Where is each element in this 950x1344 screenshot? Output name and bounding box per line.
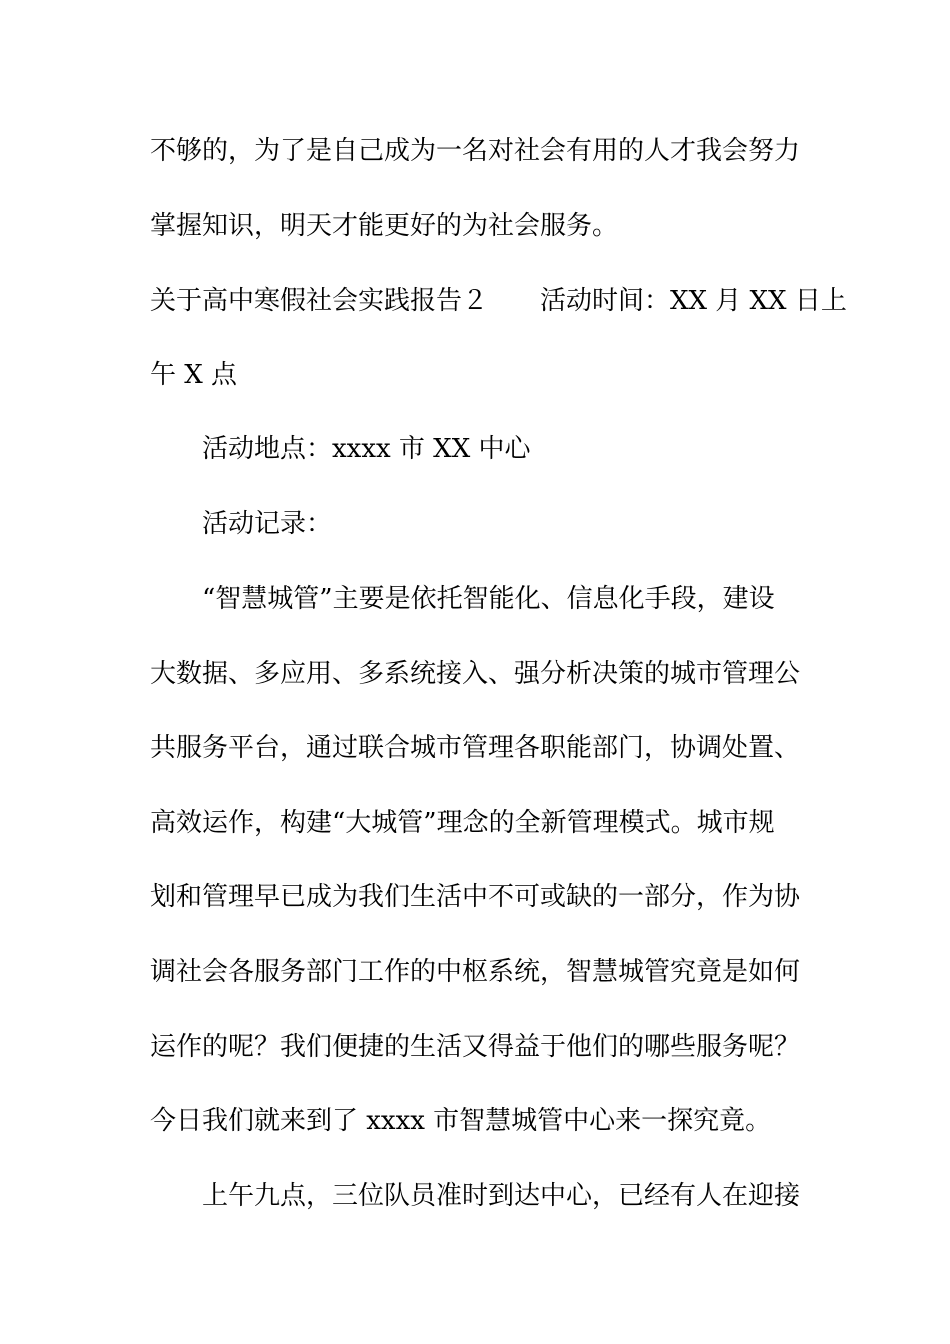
text-line-4: 午 X 点 [150,360,238,390]
paragraph-line-1: “智慧城管”主要是依托智能化、信息化手段，建设 [202,584,775,614]
paragraph-line-4: 高效运作，构建“大城管”理念的全新管理模式。城市规 [150,808,775,838]
paragraph-line-3: 共服务平台，通过联合城市管理各职能部门，协调处置、 [150,733,801,763]
text-line-2: 掌握知识，明天才能更好的为社会服务。 [150,211,619,241]
paragraph-line-2: 大数据、多应用、多系统接入、强分析决策的城市管理公 [150,659,801,689]
activity-location-line: 活动地点：xxxx 市 XX 中心 [202,434,531,464]
paragraph-line-8: 今日我们就来到了 xxxx 市智慧城管中心来一探究竟。 [150,1106,772,1136]
activity-record-label: 活动记录： [202,509,333,539]
section-heading-line: 关于高中寒假社会实践报告２ 活动时间：XX 月 XX 日上 [150,286,847,316]
paragraph-line-6: 调社会各服务部门工作的中枢系统，智慧城管究竟是如何 [150,957,801,987]
paragraph2-line-1: 上午九点，三位队员准时到达中心，已经有人在迎接 [202,1181,801,1211]
text-line-1: 不够的，为了是自己成为一名对社会有用的人才我会努力 [150,136,801,166]
paragraph-line-5: 划和管理早已成为我们生活中不可或缺的一部分，作为协 [150,882,801,912]
paragraph-line-7: 运作的呢？我们便捷的生活又得益于他们的哪些服务呢？ [150,1032,801,1062]
